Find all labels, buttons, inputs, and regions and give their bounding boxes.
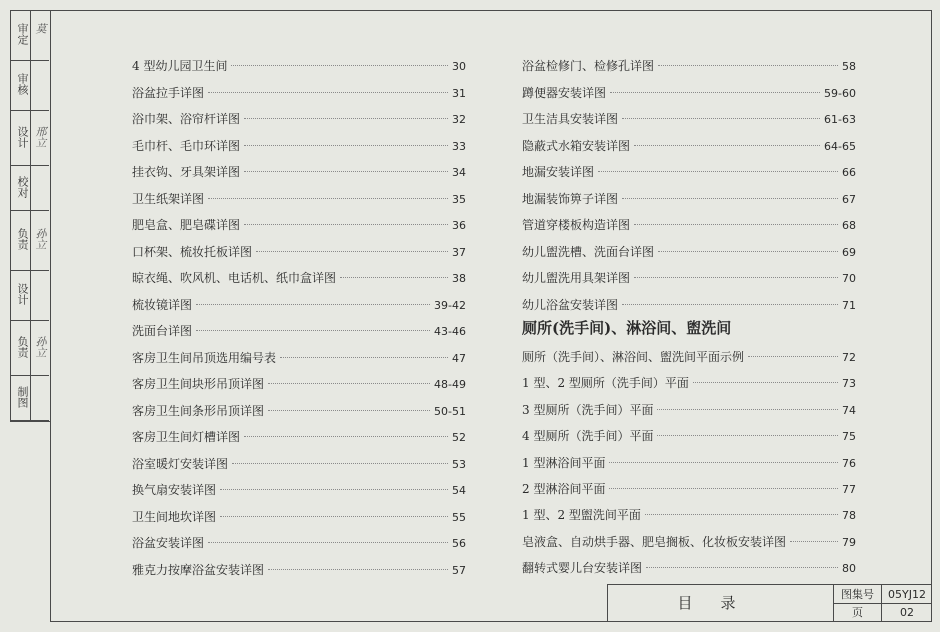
toc-entry xyxy=(132,508,466,526)
toc-entry-page: 43-46 xyxy=(434,325,466,338)
toc-entry-page: 57 xyxy=(452,563,466,577)
approval-role: 设计 xyxy=(16,283,29,305)
toc-entry xyxy=(132,349,466,367)
toc-entry-title: 幼儿浴盆安装详图 xyxy=(522,297,619,312)
toc-entry-title: 浴盆拉手详图 xyxy=(132,85,205,100)
toc-entry xyxy=(522,57,856,75)
toc-entry xyxy=(132,322,466,340)
toc-entry xyxy=(522,559,856,577)
page-number: 02 xyxy=(900,606,914,619)
toc-entry xyxy=(522,84,856,102)
toc-leader-dots xyxy=(208,542,448,543)
toc-entry xyxy=(132,216,466,234)
title-block xyxy=(607,584,932,622)
atlas-number-label: 图集号 xyxy=(834,585,882,604)
approval-role: 负责 xyxy=(16,335,29,358)
toc-entry-title: 浴盆检修门、检修孔详图 xyxy=(522,59,655,73)
toc-entry xyxy=(132,137,466,155)
toc-entry-title: 2 型淋浴间平面 xyxy=(522,482,606,496)
toc-entry-title: 客房卫生间吊顶选用编号表 xyxy=(132,350,277,365)
toc-leader-dots xyxy=(622,198,838,199)
toc-entry xyxy=(522,401,856,419)
toc-leader-dots xyxy=(208,198,448,199)
approval-signature: 莫 xyxy=(34,23,47,34)
toc-entry-page: 35 xyxy=(452,192,466,206)
toc-leader-dots xyxy=(268,383,430,384)
toc-entry xyxy=(522,454,856,472)
toc-entry xyxy=(522,506,856,524)
toc-entry-page: 70 xyxy=(842,272,856,285)
toc-leader-dots xyxy=(622,118,820,119)
toc-entry-title: 肥皂盒、肥皂碟详图 xyxy=(132,218,241,232)
toc-leader-dots xyxy=(231,65,448,66)
toc-leader-dots xyxy=(244,145,448,146)
approval-cell-divider xyxy=(30,321,31,375)
approval-cell xyxy=(11,271,49,321)
toc-entry xyxy=(132,455,466,473)
toc-leader-dots xyxy=(634,224,838,225)
toc-entry xyxy=(132,57,466,75)
toc-entry xyxy=(522,243,856,261)
toc-leader-dots xyxy=(634,145,820,146)
approval-role: 审定 xyxy=(16,23,29,45)
toc-entry-page: 32 xyxy=(452,113,466,126)
toc-leader-dots xyxy=(609,488,838,489)
toc-leader-dots xyxy=(658,251,838,252)
toc-entry-page: 79 xyxy=(842,535,856,549)
toc-entry-page: 54 xyxy=(452,484,466,497)
toc-entry-title: 换气扇安装详图 xyxy=(132,483,217,497)
toc-entry xyxy=(522,533,856,551)
toc-entry-page: 38 xyxy=(452,272,466,285)
toc-leader-dots xyxy=(256,251,448,252)
approval-cell xyxy=(11,211,49,271)
approval-cell-divider xyxy=(30,11,31,60)
toc-entry xyxy=(522,480,856,498)
toc-entry-page: 52 xyxy=(452,431,466,444)
toc-entry xyxy=(522,269,856,287)
toc-entry-page: 33 xyxy=(452,139,466,153)
toc-leader-dots xyxy=(598,171,838,172)
toc-entry-page: 64-65 xyxy=(824,139,856,153)
toc-entry xyxy=(522,163,856,181)
toc-entry-title: 口杯架、梳妆托板详图 xyxy=(132,244,253,259)
toc-entry xyxy=(522,427,856,445)
approval-cell xyxy=(11,166,49,211)
toc-entry-page: 68 xyxy=(842,219,856,232)
toc-entry xyxy=(132,163,466,181)
toc-entry xyxy=(522,110,856,128)
toc-entry xyxy=(522,296,856,314)
toc-leader-dots xyxy=(244,171,448,172)
atlas-number-value: 05YJ12 xyxy=(882,585,932,604)
toc-leader-dots xyxy=(609,462,838,463)
approval-cell xyxy=(11,11,49,61)
approval-signature: 孙立 xyxy=(34,228,47,250)
toc-entry-page: 47 xyxy=(452,351,466,365)
toc-entry-title: 1 型、2 型盥洗间平面 xyxy=(522,508,641,523)
toc-entry xyxy=(522,348,856,366)
approval-role: 审核 xyxy=(16,73,29,95)
section-heading: 厕所(洗手间)、淋浴间、盥洗间 xyxy=(522,319,732,337)
toc-leader-dots xyxy=(657,409,838,410)
toc-entry-page: 39-42 xyxy=(434,298,466,312)
approval-cell-divider xyxy=(30,166,31,210)
toc-entry xyxy=(132,243,466,261)
approval-cell xyxy=(11,376,49,421)
toc-entry-title: 卫生间地坎详图 xyxy=(132,509,217,524)
approval-cell-divider xyxy=(30,376,31,420)
toc-entry-title: 浴盆安装详图 xyxy=(132,536,205,550)
toc-entry xyxy=(132,561,466,579)
approval-cell xyxy=(11,111,49,166)
toc-leader-dots xyxy=(208,92,448,93)
toc-entry xyxy=(132,481,466,499)
toc-leader-dots xyxy=(634,277,838,278)
toc-leader-dots xyxy=(340,277,448,278)
toc-leader-dots xyxy=(196,330,430,331)
toc-entry xyxy=(132,534,466,552)
toc-entry-title: 3 型厕所（洗手间）平面 xyxy=(522,402,654,417)
toc-leader-dots xyxy=(244,224,448,225)
approval-cell-divider xyxy=(30,211,31,270)
approval-cell-divider xyxy=(30,111,31,165)
toc-entry-page: 53 xyxy=(452,457,466,471)
toc-leader-dots xyxy=(196,304,430,305)
approval-cell xyxy=(11,61,49,111)
toc-entry-title: 地漏安装详图 xyxy=(522,165,595,179)
toc-entry-page: 36 xyxy=(452,219,466,232)
toc-leader-dots xyxy=(610,92,820,93)
toc-leader-dots xyxy=(220,489,448,490)
toc-leader-dots xyxy=(657,435,838,436)
toc-entry-title: 1 型、2 型厕所（洗手间）平面 xyxy=(522,376,689,391)
toc-entry-title: 浴室暖灯安装详图 xyxy=(132,456,229,471)
toc-entry-page: 66 xyxy=(842,166,856,179)
toc-entry-title: 4 型幼儿园卫生间 xyxy=(132,59,228,73)
toc-leader-dots xyxy=(646,567,838,568)
toc-entry-title: 雅克力按摩浴盆安装详图 xyxy=(132,562,265,577)
drawing-frame xyxy=(50,10,932,622)
toc-entry-title: 管道穿楼板构造详图 xyxy=(522,218,631,232)
toc-entry xyxy=(522,190,856,208)
toc-entry-page: 77 xyxy=(842,483,856,496)
toc-entry-page: 50-51 xyxy=(434,404,466,418)
toc-leader-dots xyxy=(622,304,838,305)
approval-cell xyxy=(11,321,49,376)
toc-leader-dots xyxy=(790,541,838,542)
toc-leader-dots xyxy=(268,569,448,570)
toc-entry-page: 74 xyxy=(842,403,856,417)
toc-entry xyxy=(132,375,466,393)
page-label: 页 xyxy=(834,604,882,622)
toc-leader-dots xyxy=(268,410,430,411)
toc-entry-page: 71 xyxy=(842,298,856,312)
toc-leader-dots xyxy=(232,463,448,464)
toc-entry-page: 72 xyxy=(842,351,856,364)
toc-entry-title: 翻转式婴儿台安装详图 xyxy=(522,561,643,576)
toc-entry xyxy=(132,428,466,446)
toc-entry-page: 76 xyxy=(842,456,856,470)
toc-entry-page: 58 xyxy=(842,60,856,73)
toc-entry-title: 幼儿盥洗槽、洗面台详图 xyxy=(522,244,655,259)
toc-leader-dots xyxy=(693,382,838,383)
toc-entry-title: 洗面台详图 xyxy=(132,324,193,338)
approval-role: 负责 xyxy=(16,228,29,250)
toc-entry-page: 37 xyxy=(452,245,466,259)
toc-entry-page: 59-60 xyxy=(824,86,856,100)
approval-role: 设计 xyxy=(16,125,29,148)
toc-entry xyxy=(132,269,466,287)
toc-leader-dots xyxy=(220,516,448,517)
toc-entry-title: 厕所（洗手间）、淋浴间、盥洗间平面示例 xyxy=(522,350,745,364)
toc-entry xyxy=(522,216,856,234)
approval-role: 校对 xyxy=(16,175,29,198)
toc-entry-title: 幼儿盥洗用具架详图 xyxy=(522,271,631,285)
toc-entry-page: 73 xyxy=(842,377,856,391)
toc-entry-title: 1 型淋浴间平面 xyxy=(522,455,606,470)
toc-entry-page: 30 xyxy=(452,60,466,73)
toc-entry-title: 挂衣钩、牙具架详图 xyxy=(132,165,241,179)
approval-cell-divider xyxy=(30,61,31,110)
toc-entry xyxy=(522,137,856,155)
toc-entry-title: 隐蔽式水箱安装详图 xyxy=(522,138,631,153)
toc-entry-page: 69 xyxy=(842,245,856,259)
approval-signature: 孙立 xyxy=(34,335,47,358)
toc-entry-title: 毛巾杆、毛巾环详图 xyxy=(132,138,241,153)
toc-entry xyxy=(132,402,466,420)
toc-entry xyxy=(522,374,856,392)
approval-signature: 邢立 xyxy=(34,125,47,148)
toc-entry-page: 34 xyxy=(452,166,466,179)
toc-entry xyxy=(132,110,466,128)
approval-cell-divider xyxy=(30,271,31,320)
toc-entry-title: 地漏装饰箅子详图 xyxy=(522,191,619,206)
toc-entry-title: 梳妆镜详图 xyxy=(132,297,193,312)
toc-entry-title: 卫生洁具安装详图 xyxy=(522,112,619,126)
toc-entry-page: 31 xyxy=(452,86,466,100)
toc-entry-page: 55 xyxy=(452,510,466,524)
toc-entry-page: 56 xyxy=(452,537,466,550)
toc-entry-title: 客房卫生间条形吊顶详图 xyxy=(132,403,265,418)
sheet-title: 目录 xyxy=(608,585,834,622)
toc-entry-title: 4 型厕所（洗手间）平面 xyxy=(522,429,654,444)
toc-leader-dots xyxy=(645,514,838,515)
toc-entry xyxy=(132,296,466,314)
toc-entry-title: 卫生纸架详图 xyxy=(132,191,205,206)
toc-leader-dots xyxy=(280,357,448,358)
toc-entry-page: 75 xyxy=(842,430,856,444)
toc-entry-title: 客房卫生间块形吊顶详图 xyxy=(132,377,265,391)
approval-role: 制图 xyxy=(16,385,29,408)
toc-entry-page: 61-63 xyxy=(824,113,856,126)
toc-leader-dots xyxy=(244,118,448,119)
toc-leader-dots xyxy=(658,65,838,66)
toc-entry-title: 皂液盒、自动烘手器、肥皂搁板、化妆板安装详图 xyxy=(522,534,787,549)
toc-entry-title: 浴巾架、浴帘杆详图 xyxy=(132,112,241,126)
toc-entry-page: 67 xyxy=(842,192,856,206)
toc-entry xyxy=(132,190,466,208)
toc-leader-dots xyxy=(748,356,838,357)
toc-entry xyxy=(132,84,466,102)
toc-entry-page: 78 xyxy=(842,509,856,523)
toc-entry-page: 80 xyxy=(842,562,856,576)
approval-strip xyxy=(10,10,50,422)
toc-entry-page: 48-49 xyxy=(434,378,466,391)
toc-entry-title: 客房卫生间灯槽详图 xyxy=(132,430,241,444)
toc-leader-dots xyxy=(244,436,448,437)
toc-entry-title: 晾衣绳、吹风机、电话机、纸巾盒详图 xyxy=(132,271,337,285)
toc-entry-title: 蹲便器安装详图 xyxy=(522,85,607,100)
